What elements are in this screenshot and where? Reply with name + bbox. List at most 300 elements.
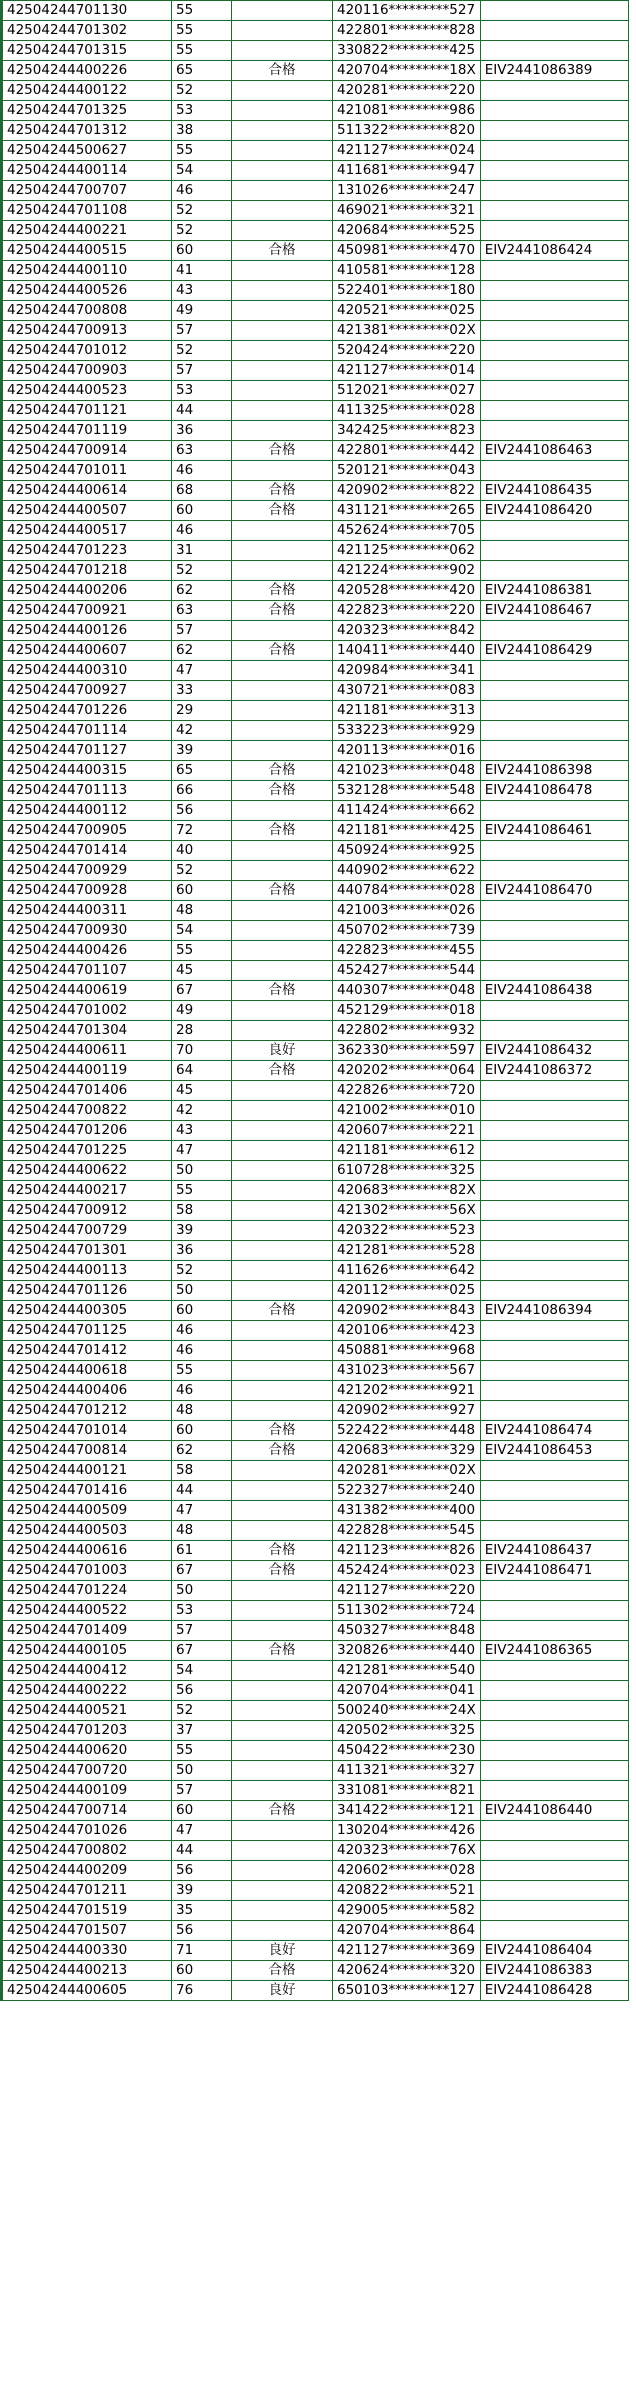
certificate-number-cell: [480, 941, 628, 961]
grade-cell: [232, 1701, 333, 1721]
id-card-cell: 420521*********025: [333, 301, 481, 321]
grade-cell: [232, 941, 333, 961]
grade-cell: [232, 1221, 333, 1241]
certificate-number-cell: EIV2441086461: [480, 821, 628, 841]
table-row: [2, 1001, 629, 1021]
id-card-cell: 420116*********527: [333, 1, 481, 21]
score-cell: 60: [172, 1801, 232, 1821]
certificate-number-cell: EIV2441086474: [480, 1421, 628, 1441]
certificate-number-cell: [480, 1741, 628, 1761]
score-cell: 54: [172, 921, 232, 941]
certificate-number-cell: [480, 21, 628, 41]
exam-number-cell: 42504244701325: [2, 101, 172, 121]
grade-cell: [232, 661, 333, 681]
score-cell: 66: [172, 781, 232, 801]
grade-cell: [232, 21, 333, 41]
table-row: [2, 1401, 629, 1421]
table-row: [2, 1641, 629, 1661]
grade-cell: [232, 221, 333, 241]
certificate-number-cell: [480, 661, 628, 681]
grade-cell: 合格: [232, 981, 333, 1001]
grade-cell: 合格: [232, 881, 333, 901]
certificate-number-cell: [480, 1261, 628, 1281]
id-card-cell: 420624*********320: [333, 1961, 481, 1981]
score-cell: 53: [172, 101, 232, 121]
exam-number-cell: 42504244701225: [2, 1141, 172, 1161]
certificate-number-cell: EIV2441086467: [480, 601, 628, 621]
score-cell: 56: [172, 1681, 232, 1701]
grade-cell: [232, 1201, 333, 1221]
id-card-cell: 411681*********947: [333, 161, 481, 181]
certificate-number-cell: EIV2441086453: [480, 1441, 628, 1461]
exam-number-cell: 42504244701211: [2, 1881, 172, 1901]
certificate-number-cell: [480, 1501, 628, 1521]
exam-number-cell: 42504244400515: [2, 241, 172, 261]
grade-cell: [232, 861, 333, 881]
certificate-number-cell: [480, 1721, 628, 1741]
grade-cell: 合格: [232, 1641, 333, 1661]
table-row: [2, 1481, 629, 1501]
id-card-cell: 420281*********02X: [333, 1461, 481, 1481]
id-card-cell: 450422*********230: [333, 1741, 481, 1761]
certificate-number-cell: [480, 681, 628, 701]
table-row: [2, 321, 629, 341]
score-cell: 45: [172, 1081, 232, 1101]
score-cell: 28: [172, 1021, 232, 1041]
score-cell: 67: [172, 981, 232, 1001]
exam-number-cell: 42504244700905: [2, 821, 172, 841]
table-row: [2, 521, 629, 541]
exam-number-cell: 42504244400406: [2, 1381, 172, 1401]
score-cell: 62: [172, 1441, 232, 1461]
table-row: [2, 941, 629, 961]
exam-number-cell: 42504244701014: [2, 1421, 172, 1441]
exam-number-cell: 42504244700914: [2, 441, 172, 461]
certificate-number-cell: [480, 341, 628, 361]
certificate-number-cell: [480, 361, 628, 381]
id-card-cell: 421202*********921: [333, 1381, 481, 1401]
id-card-cell: 420607*********221: [333, 1121, 481, 1141]
exam-number-cell: 42504244701226: [2, 701, 172, 721]
score-cell: 70: [172, 1041, 232, 1061]
score-cell: 47: [172, 1141, 232, 1161]
grade-cell: 合格: [232, 761, 333, 781]
score-cell: 52: [172, 221, 232, 241]
id-card-cell: 421123*********826: [333, 1541, 481, 1561]
id-card-cell: 430721*********083: [333, 681, 481, 701]
grade-cell: [232, 1881, 333, 1901]
grade-cell: 良好: [232, 1981, 333, 2001]
score-cell: 42: [172, 721, 232, 741]
table-row: [2, 1381, 629, 1401]
certificate-number-cell: [480, 1681, 628, 1701]
grade-cell: [232, 341, 333, 361]
certificate-number-cell: [480, 401, 628, 421]
exam-number-cell: 42504244400109: [2, 1781, 172, 1801]
certificate-number-cell: [480, 1201, 628, 1221]
certificate-number-cell: EIV2441086478: [480, 781, 628, 801]
grade-cell: 合格: [232, 441, 333, 461]
exam-number-cell: 42504244400105: [2, 1641, 172, 1661]
certificate-number-cell: EIV2441086381: [480, 581, 628, 601]
score-cell: 44: [172, 1481, 232, 1501]
table-row: [2, 1521, 629, 1541]
grade-cell: 合格: [232, 601, 333, 621]
table-row: [2, 281, 629, 301]
table-row: [2, 1681, 629, 1701]
score-cell: 44: [172, 401, 232, 421]
certificate-number-cell: [480, 1861, 628, 1881]
score-cell: 62: [172, 581, 232, 601]
exam-number-cell: 42504244701114: [2, 721, 172, 741]
grade-cell: [232, 1681, 333, 1701]
id-card-cell: 420323*********76X: [333, 1841, 481, 1861]
table-row: [2, 1181, 629, 1201]
score-cell: 57: [172, 1781, 232, 1801]
table-row: [2, 1661, 629, 1681]
score-cell: 64: [172, 1061, 232, 1081]
exam-number-cell: 42504244700927: [2, 681, 172, 701]
exam-number-cell: 42504244400310: [2, 661, 172, 681]
id-card-cell: 431023*********567: [333, 1361, 481, 1381]
certificate-number-cell: EIV2441086471: [480, 1561, 628, 1581]
exam-number-cell: 42504244701026: [2, 1821, 172, 1841]
certificate-number-cell: [480, 221, 628, 241]
score-cell: 65: [172, 61, 232, 81]
score-cell: 63: [172, 601, 232, 621]
exam-number-cell: 42504244700930: [2, 921, 172, 941]
score-cell: 46: [172, 1341, 232, 1361]
grade-cell: [232, 1121, 333, 1141]
grade-cell: 合格: [232, 241, 333, 261]
score-cell: 56: [172, 801, 232, 821]
table-row: [2, 181, 629, 201]
score-cell: 71: [172, 1941, 232, 1961]
table-row: [2, 881, 629, 901]
score-cell: 55: [172, 141, 232, 161]
score-cell: 50: [172, 1581, 232, 1601]
certificate-number-cell: [480, 561, 628, 581]
grade-cell: [232, 1761, 333, 1781]
grade-cell: [232, 1361, 333, 1381]
grade-cell: [232, 721, 333, 741]
id-card-cell: 331081*********821: [333, 1781, 481, 1801]
score-cell: 48: [172, 901, 232, 921]
score-cell: 47: [172, 1821, 232, 1841]
exam-number-cell: 42504244701012: [2, 341, 172, 361]
table-row: [2, 1581, 629, 1601]
score-cell: 67: [172, 1641, 232, 1661]
id-card-cell: 421023*********048: [333, 761, 481, 781]
id-card-cell: 431121*********265: [333, 501, 481, 521]
grade-cell: [232, 301, 333, 321]
grade-cell: [232, 801, 333, 821]
id-card-cell: 511322*********820: [333, 121, 481, 141]
exam-number-cell: 42504244400222: [2, 1681, 172, 1701]
grade-cell: [232, 621, 333, 641]
certificate-number-cell: [480, 1021, 628, 1041]
table-row: [2, 981, 629, 1001]
score-cell: 55: [172, 1361, 232, 1381]
score-cell: 63: [172, 441, 232, 461]
exam-number-cell: 42504244700928: [2, 881, 172, 901]
table-row: [2, 1361, 629, 1381]
score-cell: 40: [172, 841, 232, 861]
id-card-cell: 130204*********426: [333, 1821, 481, 1841]
exam-number-cell: 42504244701206: [2, 1121, 172, 1141]
score-cell: 54: [172, 161, 232, 181]
grade-cell: [232, 681, 333, 701]
exam-number-cell: 42504244700729: [2, 1221, 172, 1241]
table-row: [2, 1161, 629, 1181]
grade-cell: 合格: [232, 481, 333, 501]
certificate-number-cell: [480, 1, 628, 21]
id-card-cell: 140411*********440: [333, 641, 481, 661]
id-card-cell: 452624*********705: [333, 521, 481, 541]
id-card-cell: 422828*********545: [333, 1521, 481, 1541]
exam-number-cell: 42504244701414: [2, 841, 172, 861]
exam-number-cell: 42504244400616: [2, 1541, 172, 1561]
grade-cell: [232, 1401, 333, 1421]
certificate-number-cell: [480, 1481, 628, 1501]
table-row: [2, 1141, 629, 1161]
id-card-cell: 420322*********523: [333, 1221, 481, 1241]
id-card-cell: 420683*********82X: [333, 1181, 481, 1201]
score-cell: 57: [172, 621, 232, 641]
certificate-number-cell: EIV2441086383: [480, 1961, 628, 1981]
table-row: [2, 541, 629, 561]
exam-number-cell: 42504244701315: [2, 41, 172, 61]
certificate-number-cell: EIV2441086432: [480, 1041, 628, 1061]
score-cell: 45: [172, 961, 232, 981]
certificate-number-cell: [480, 1701, 628, 1721]
table-row: [2, 501, 629, 521]
table-row: [2, 261, 629, 281]
score-cell: 72: [172, 821, 232, 841]
certificate-number-cell: [480, 461, 628, 481]
table-row: [2, 1741, 629, 1761]
certificate-number-cell: [480, 121, 628, 141]
grade-cell: [232, 901, 333, 921]
certificate-number-cell: [480, 301, 628, 321]
exam-number-cell: 42504244400614: [2, 481, 172, 501]
exam-number-cell: 42504244400315: [2, 761, 172, 781]
table-row: [2, 341, 629, 361]
score-cell: 58: [172, 1201, 232, 1221]
exam-number-cell: 42504244701113: [2, 781, 172, 801]
grade-cell: 合格: [232, 821, 333, 841]
table-row: [2, 361, 629, 381]
table-row: [2, 1301, 629, 1321]
id-card-cell: 320826*********440: [333, 1641, 481, 1661]
score-cell: 43: [172, 281, 232, 301]
grade-cell: [232, 141, 333, 161]
id-card-cell: 450702*********739: [333, 921, 481, 941]
id-card-cell: 421127*********014: [333, 361, 481, 381]
grade-cell: [232, 201, 333, 221]
table-row: [2, 601, 629, 621]
id-card-cell: 440784*********028: [333, 881, 481, 901]
exam-number-cell: 42504244701127: [2, 741, 172, 761]
id-card-cell: 452129*********018: [333, 1001, 481, 1021]
exam-number-cell: 42504244700714: [2, 1801, 172, 1821]
id-card-cell: 533223*********929: [333, 721, 481, 741]
table-row: [2, 1421, 629, 1441]
exam-number-cell: 42504244701125: [2, 1321, 172, 1341]
certificate-number-cell: [480, 101, 628, 121]
id-card-cell: 420704*********864: [333, 1921, 481, 1941]
id-card-cell: 522327*********240: [333, 1481, 481, 1501]
id-card-cell: 421281*********528: [333, 1241, 481, 1261]
score-cell: 52: [172, 201, 232, 221]
id-card-cell: 421181*********313: [333, 701, 481, 721]
grade-cell: [232, 1821, 333, 1841]
grade-cell: 合格: [232, 641, 333, 661]
id-card-cell: 532128*********548: [333, 781, 481, 801]
exam-number-cell: 42504244400523: [2, 381, 172, 401]
exam-number-cell: 42504244400605: [2, 1981, 172, 2001]
id-card-cell: 422823*********220: [333, 601, 481, 621]
exam-number-cell: 42504244400119: [2, 1061, 172, 1081]
certificate-number-cell: [480, 1761, 628, 1781]
id-card-cell: 420684*********525: [333, 221, 481, 241]
score-cell: 38: [172, 121, 232, 141]
id-card-cell: 330822*********425: [333, 41, 481, 61]
table-row: [2, 1, 629, 21]
table-row: [2, 821, 629, 841]
id-card-cell: 421003*********026: [333, 901, 481, 921]
exam-number-cell: 42504244701108: [2, 201, 172, 221]
exam-number-cell: 42504244400113: [2, 1261, 172, 1281]
certificate-number-cell: [480, 541, 628, 561]
grade-cell: [232, 1901, 333, 1921]
score-cell: 47: [172, 661, 232, 681]
score-cell: 60: [172, 501, 232, 521]
table-row: [2, 641, 629, 661]
table-body: [2, 1, 629, 2001]
grade-cell: 合格: [232, 61, 333, 81]
exam-number-cell: 42504244701312: [2, 121, 172, 141]
table-row: [2, 1061, 629, 1081]
grade-cell: [232, 1281, 333, 1301]
grade-cell: [232, 1601, 333, 1621]
table-row: [2, 1461, 629, 1481]
grade-cell: [232, 401, 333, 421]
table-row: [2, 1101, 629, 1121]
table-row: [2, 1041, 629, 1061]
exam-number-cell: 42504244700802: [2, 1841, 172, 1861]
score-cell: 57: [172, 321, 232, 341]
id-card-cell: 500240*********24X: [333, 1701, 481, 1721]
grade-cell: 合格: [232, 1301, 333, 1321]
certificate-number-cell: [480, 1281, 628, 1301]
id-card-cell: 431382*********400: [333, 1501, 481, 1521]
grade-cell: [232, 1021, 333, 1041]
grade-cell: [232, 1621, 333, 1641]
score-cell: 46: [172, 1321, 232, 1341]
certificate-number-cell: [480, 1141, 628, 1161]
table-row: [2, 1781, 629, 1801]
certificate-number-cell: EIV2441086429: [480, 641, 628, 661]
id-card-cell: 421127*********220: [333, 1581, 481, 1601]
exam-number-cell: 42504244400526: [2, 281, 172, 301]
certificate-number-cell: [480, 1241, 628, 1261]
score-cell: 52: [172, 1701, 232, 1721]
exam-number-cell: 42504244400311: [2, 901, 172, 921]
certificate-number-cell: [480, 1781, 628, 1801]
table-row: [2, 441, 629, 461]
table-row: [2, 1961, 629, 1981]
score-cell: 68: [172, 481, 232, 501]
grade-cell: [232, 561, 333, 581]
grade-cell: [232, 421, 333, 441]
score-cell: 35: [172, 1901, 232, 1921]
score-cell: 52: [172, 561, 232, 581]
table-row: [2, 921, 629, 941]
table-row: [2, 1021, 629, 1041]
table-row: [2, 1201, 629, 1221]
exam-number-cell: 42504244701126: [2, 1281, 172, 1301]
grade-cell: [232, 161, 333, 181]
score-cell: 36: [172, 1241, 232, 1261]
exam-number-cell: 42504244701301: [2, 1241, 172, 1261]
score-cell: 52: [172, 341, 232, 361]
id-card-cell: 452424*********023: [333, 1561, 481, 1581]
exam-number-cell: 42504244700921: [2, 601, 172, 621]
grade-cell: 合格: [232, 1541, 333, 1561]
certificate-number-cell: [480, 1881, 628, 1901]
certificate-number-cell: EIV2441086435: [480, 481, 628, 501]
exam-number-cell: 42504244700720: [2, 1761, 172, 1781]
exam-number-cell: 42504244700707: [2, 181, 172, 201]
table-row: [2, 621, 629, 641]
score-cell: 57: [172, 361, 232, 381]
score-cell: 39: [172, 1221, 232, 1241]
grade-cell: [232, 1081, 333, 1101]
certificate-number-cell: EIV2441086372: [480, 1061, 628, 1081]
exam-number-cell: 42504244400611: [2, 1041, 172, 1061]
grade-cell: [232, 1741, 333, 1761]
table-row: [2, 421, 629, 441]
certificate-number-cell: [480, 701, 628, 721]
table-row: [2, 901, 629, 921]
score-cell: 39: [172, 741, 232, 761]
table-row: [2, 661, 629, 681]
certificate-number-cell: [480, 1521, 628, 1541]
certificate-number-cell: [480, 1461, 628, 1481]
grade-cell: [232, 1921, 333, 1941]
id-card-cell: 452427*********544: [333, 961, 481, 981]
id-card-cell: 469021*********321: [333, 201, 481, 221]
score-cell: 65: [172, 761, 232, 781]
score-cell: 53: [172, 381, 232, 401]
table-row: [2, 21, 629, 41]
table-row: [2, 1701, 629, 1721]
id-card-cell: 420822*********521: [333, 1881, 481, 1901]
table-row: [2, 1981, 629, 2001]
exam-number-cell: 42504244701119: [2, 421, 172, 441]
grade-cell: 合格: [232, 1441, 333, 1461]
exam-number-cell: 42504244400330: [2, 1941, 172, 1961]
exam-number-cell: 42504244701203: [2, 1721, 172, 1741]
certificate-number-cell: [480, 1341, 628, 1361]
score-cell: 46: [172, 181, 232, 201]
grade-cell: [232, 521, 333, 541]
table-row: [2, 1501, 629, 1521]
table-row: [2, 201, 629, 221]
certificate-number-cell: [480, 521, 628, 541]
id-card-cell: 131026*********247: [333, 181, 481, 201]
